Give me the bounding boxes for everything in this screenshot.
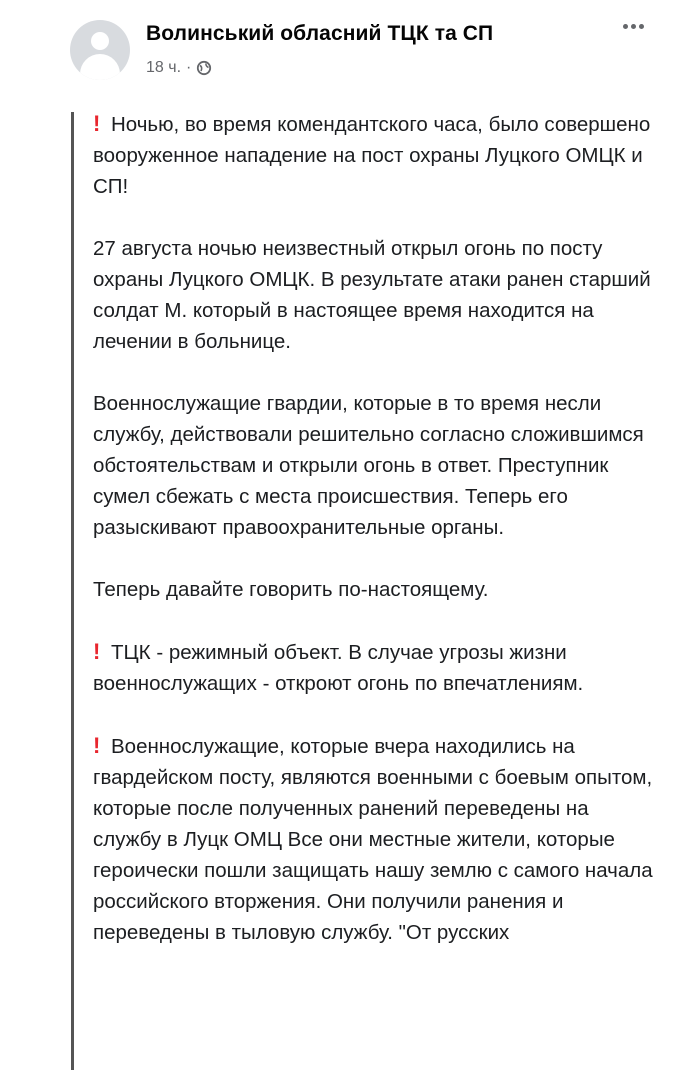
paragraph-text: Военнослужащие, которые вчера находились на гвардейском посту, являются военными с боевым опытом, которые после полученных ранений переведены на службу в Луцк ОМЦ Все они местные жители, которые героически пошли защищать нашу землю с самого начала российского вторжения. Они получили ранения и переведены в тыловую службу. "От русских: [93, 735, 653, 944]
page-name[interactable]: Волинський обласний ТЦК та СП: [146, 22, 494, 45]
post-time[interactable]: 18 ч.: [146, 59, 182, 76]
paragraph-text: 27 августа ночью неизвестный открыл огонь по посту охраны Луцкого ОМЦК. В результате атаки ранен старший солдат М. который в настоящее время находится на лечении в больнице.: [93, 237, 651, 353]
paragraph-text: Военнослужащие гвардии, которые в то время несли службу, действовали решительно согласно сложившимся обстоятельствам и открыли огонь в ответ. Преступник сумел сбежать с места происшествия. Теперь его разыскивают правоохранительные органы.: [93, 392, 644, 539]
exclamation-icon: !: [93, 111, 101, 136]
post-paragraph: [93, 574, 653, 605]
paragraph-text: Ночью, во время комендантского часа, было совершено вооруженное нападение на пост охраны Луцкого ОМЦК и СП!: [93, 113, 651, 198]
post-paragraph: [93, 108, 653, 202]
avatar[interactable]: [70, 20, 130, 80]
post-body: [93, 108, 653, 979]
avatar-body-shape: [80, 54, 120, 80]
exclamation-icon: !: [93, 733, 101, 758]
exclamation-icon: !: [93, 639, 101, 664]
paragraph-text: Теперь давайте говорить по-настоящему.: [93, 578, 489, 601]
avatar-head-shape: [91, 32, 109, 50]
quote-bar: [71, 112, 74, 1070]
meta-separator: ·: [186, 59, 192, 76]
globe-icon: [196, 60, 212, 76]
post-meta: [146, 59, 212, 77]
paragraph-text: ТЦК - режимный объект. В случае угрозы жизни военнослужащих - откроют огонь по впечатлениям.: [93, 641, 584, 695]
post-paragraph: [93, 730, 653, 948]
post-paragraph: [93, 233, 653, 357]
post-paragraph: [93, 388, 653, 543]
post-header: [0, 0, 688, 90]
more-horizontal-icon[interactable]: [623, 24, 644, 29]
post-paragraph: [93, 636, 653, 699]
